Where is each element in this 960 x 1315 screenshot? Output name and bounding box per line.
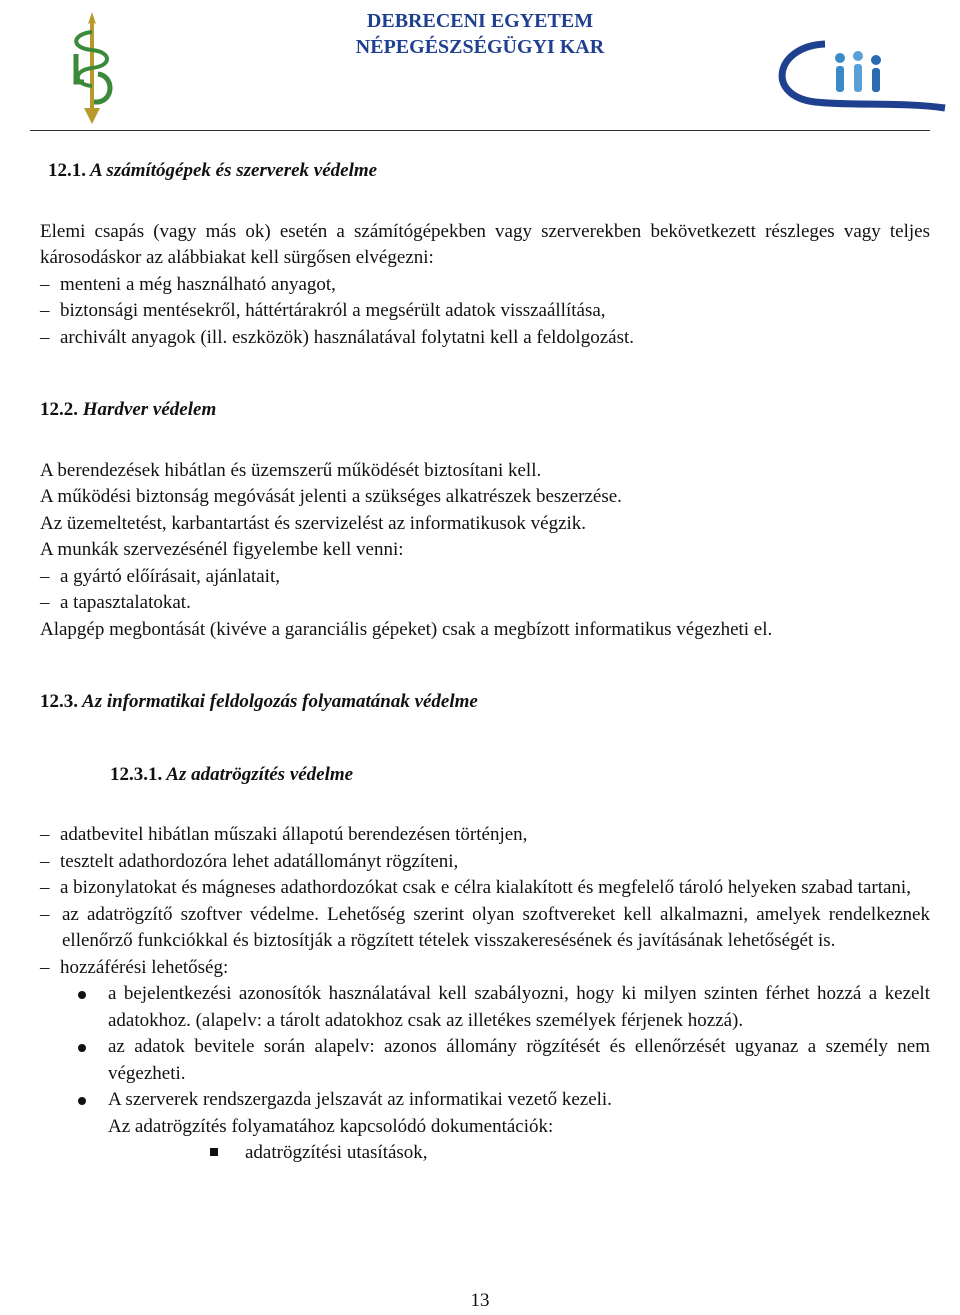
sub-list-text: adatrögzítési utasítások, [245,1142,428,1163]
list-item: – a bizonylatokat és mágneses adathordozókat csak e célra kialakított és megfelelő tároló helyeken szabad tartani, [40,875,930,902]
list-item: – adatbevitel hibátlan műszaki állapotú berendezésen történjen, [40,822,930,849]
section-number: 12.1. [48,160,86,181]
bullet-text: az adatok bevitele során alapelv: azonos állomány rögzítését és ellenőrzését ugyanaz a személy nem végezheti. [108,1036,930,1084]
header-divider [30,130,930,131]
section-number: 12.3.1. [110,763,163,785]
paragraph-line: A berendezések hibátlan és üzemszerű működését biztosítani kell. [40,459,542,481]
bullet-dot-icon [78,1097,86,1105]
list-item: – tesztelt adathordozóra lehet adatállományt rögzíteni, [40,849,930,876]
paragraph-line: Az üzemeltetést, karbantartást és szervizelést az informatikusok végzik. [40,512,587,534]
bullet-item [40,1034,930,1087]
section-title: Az informatikai feldolgozás folyamatának védelme [82,691,478,712]
bullet-dot-icon [78,991,86,999]
sub-list-item [40,1140,930,1167]
paragraph-line: A működési biztonság megóvását jelenti a szükséges alkatrészek beszerzése. [40,486,622,507]
section-title: Az adatrögzítés védelme [166,763,354,785]
paragraph-line: A munkák szervezésénél figyelembe kell venni: [40,539,404,560]
list-item: – a gyártó előírásait, ajánlatait, [40,564,930,591]
section-title: Hardver védelem [82,399,217,420]
list-item: – hozzáférési lehetőség: [40,955,930,982]
bullet-item [40,981,930,1034]
document-body [40,158,930,1167]
institution-line-1: DEBRECENI EGYETEM [366,10,594,32]
section-12-1-intro: Elemi csapás (vagy más ok) esetén a számítógépekben vagy szerverekben bekövetkezett részleges vagy teljes károsodáskor az alábbiakat kell sürgősen elvégezni: [40,220,930,268]
institution-line-2: NÉPEGÉSZSÉGÜGYI KAR [355,36,605,58]
section-title: A számítógépek és szerverek védelme [90,160,378,181]
list-item: – biztonsági mentésekről, háttértárakról a megsérült adatok visszaállítása, [40,298,930,325]
section-12-3-1-heading [40,762,930,789]
documentation-intro: Az adatrögzítés folyamatához kapcsolódó dokumentációk: [108,1115,554,1137]
paragraph-line: Alapgép megbontását (kivéve a garanciális gépeket) csak a megbízott informatikus végezheti el. [40,618,773,640]
bullet-dot-icon [78,1044,86,1052]
list-item: – az adatrögzítő szoftver védelme. Lehetőség szerint olyan szoftvereket kell alkalmazni, amelyek rendelkeznek ellenőrző funkciókkal és biztosítják a rögzített tételek visszakeresésének és javításának lehetőségét is. [40,902,930,955]
list-item: – menteni a még használható anyagot, [40,272,930,299]
faculty-logo-icon [755,36,951,122]
section-12-2-heading [40,397,930,424]
section-number: 12.2. [40,399,78,420]
bullet-text: A szerverek rendszergazda jelszavát az informatikai vezető kezeli. [108,1089,612,1110]
list-item: – archivált anyagok (ill. eszközök) használatával folytatni kell a feldolgozást. [40,325,930,352]
page-number: 13 [470,1290,490,1311]
bullet-text: a bejelentkezési azonosítók használatával kell szabályozni, hogy ki milyen szinten férhet hozzá a kezelt adatokhoz. (alapelv: a tárolt adatokhoz csak az illetékes személyek férjenek hozzá). [108,983,930,1031]
university-crest-icon [62,4,122,128]
section-number: 12.3. [40,691,78,712]
bullet-item [40,1087,930,1114]
square-bullet-icon [210,1148,218,1156]
institution-title [300,8,660,60]
section-12-3-heading [40,689,930,716]
section-12-1-heading [40,158,930,185]
list-item: – a tapasztalatokat. [40,590,930,617]
